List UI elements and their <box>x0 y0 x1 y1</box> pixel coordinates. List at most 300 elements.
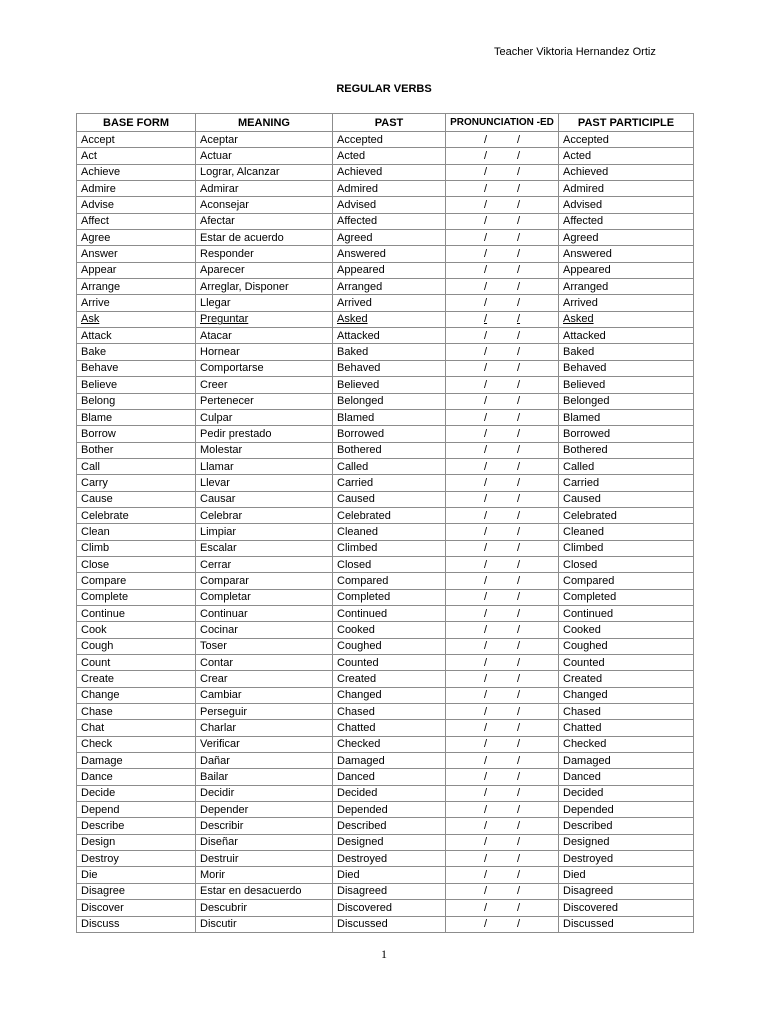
meaning-text: Describir <box>200 820 244 833</box>
base-form-cell <box>77 360 196 376</box>
base-form-cell <box>77 671 196 687</box>
base-form-cell <box>77 834 196 850</box>
pronunciation-cell <box>446 311 559 327</box>
pronunciation-slash-open: / <box>483 869 488 882</box>
table-row <box>77 638 694 654</box>
pronunciation-slash-close: / <box>516 460 521 473</box>
pronunciation-slash-open: / <box>483 885 488 898</box>
base-form-cell <box>77 769 196 785</box>
pronunciation-slash-open: / <box>483 362 488 375</box>
past-participle-text: Created <box>563 673 603 686</box>
meaning-text: Descubrir <box>200 901 248 914</box>
past-cell <box>333 802 446 818</box>
pronunciation-cell <box>446 622 559 638</box>
pronunciation-slash-open: / <box>483 346 488 359</box>
past-participle-text: Behaved <box>563 362 607 375</box>
table-row <box>77 360 694 376</box>
page-number: 1 <box>381 947 387 961</box>
table-row <box>77 736 694 752</box>
base-form-text: Damage <box>81 754 123 767</box>
past-participle-cell <box>559 785 694 801</box>
past-participle-text: Asked <box>563 313 594 326</box>
past-text: Destroyed <box>337 852 388 865</box>
past-participle-text: Answered <box>563 248 612 261</box>
meaning-cell <box>196 883 333 899</box>
pronunciation-cell <box>446 638 559 654</box>
table-row <box>77 883 694 899</box>
pronunciation-slash-close: / <box>516 607 521 620</box>
base-form-cell <box>77 164 196 180</box>
past-text: Chatted <box>337 722 376 735</box>
table-row <box>77 573 694 589</box>
past-cell <box>333 540 446 556</box>
past-participle-text: Accepted <box>563 133 609 146</box>
base-form-cell <box>77 655 196 671</box>
past-participle-text: Compared <box>563 574 615 587</box>
pronunciation-cell <box>446 213 559 229</box>
table-row <box>77 344 694 360</box>
past-text: Completed <box>337 591 391 604</box>
base-form-cell <box>77 311 196 327</box>
base-form-text: Chat <box>81 722 105 735</box>
pronunciation-slash-close: / <box>516 836 521 849</box>
past-participle-cell <box>559 916 694 932</box>
pronunciation-slash-open: / <box>483 215 488 228</box>
pronunciation-cell <box>446 671 559 687</box>
past-text: Checked <box>337 738 381 751</box>
past-participle-text: Discovered <box>563 901 619 914</box>
pronunciation-cell <box>446 262 559 278</box>
table-row <box>77 148 694 164</box>
past-participle-text: Completed <box>563 591 617 604</box>
pronunciation-cell <box>446 704 559 720</box>
base-form-cell <box>77 851 196 867</box>
pronunciation-slash-open: / <box>483 411 488 424</box>
base-form-cell <box>77 148 196 164</box>
base-form-cell <box>77 491 196 507</box>
base-form-cell <box>77 475 196 491</box>
past-text: Created <box>337 673 377 686</box>
past-cell <box>333 164 446 180</box>
past-cell <box>333 622 446 638</box>
base-form-cell <box>77 638 196 654</box>
past-participle-cell <box>559 458 694 474</box>
base-form-text: Destroy <box>81 852 119 865</box>
table-row <box>77 507 694 523</box>
pronunciation-slash-open: / <box>483 771 488 784</box>
pronunciation-slash-open: / <box>483 640 488 653</box>
table-row <box>77 605 694 621</box>
past-cell <box>333 883 446 899</box>
pronunciation-slash-close: / <box>516 640 521 653</box>
meaning-cell <box>196 818 333 834</box>
base-form-text: Achieve <box>81 166 121 179</box>
base-form-text: Accept <box>81 133 115 146</box>
past-text: Appeared <box>337 264 385 277</box>
pronunciation-slash-open: / <box>483 509 488 522</box>
base-form-text: Die <box>81 869 98 882</box>
meaning-text: Perseguir <box>200 705 248 718</box>
pronunciation-slash-open: / <box>483 493 488 506</box>
base-form-text: Answer <box>81 248 118 261</box>
base-form-text: Arrange <box>81 280 121 293</box>
meaning-text: Bailar <box>200 771 229 784</box>
past-text: Baked <box>337 346 369 359</box>
pronunciation-slash-open: / <box>483 820 488 833</box>
past-participle-cell <box>559 720 694 736</box>
base-form-text: Ask <box>81 313 100 326</box>
meaning-text: Escalar <box>200 542 237 555</box>
base-form-text: Change <box>81 689 120 702</box>
past-text: Attacked <box>337 329 380 342</box>
header-pronunciation: PRONUNCIATION -ED <box>446 114 559 132</box>
base-form-cell <box>77 409 196 425</box>
base-form-text: Belong <box>81 395 116 408</box>
header-past: PAST <box>333 114 446 132</box>
base-form-text: Discuss <box>81 918 120 931</box>
table-row <box>77 164 694 180</box>
pronunciation-slash-close: / <box>516 542 521 555</box>
table-row <box>77 687 694 703</box>
past-participle-cell <box>559 802 694 818</box>
past-participle-cell <box>559 393 694 409</box>
meaning-text: Dañar <box>200 754 230 767</box>
meaning-text: Diseñar <box>200 836 238 849</box>
meaning-text: Comportarse <box>200 362 264 375</box>
pronunciation-cell <box>446 900 559 916</box>
pronunciation-cell <box>446 802 559 818</box>
meaning-text: Causar <box>200 493 236 506</box>
meaning-text: Celebrar <box>200 509 243 522</box>
past-text: Designed <box>337 836 384 849</box>
teacher-name: Teacher Viktoria Hernandez Ortiz <box>494 46 656 58</box>
past-participle-text: Depended <box>563 803 614 816</box>
past-participle-text: Described <box>563 820 613 833</box>
past-participle-cell <box>559 426 694 442</box>
base-form-cell <box>77 687 196 703</box>
header-past-participle: PAST PARTICIPLE <box>559 114 694 132</box>
base-form-cell <box>77 916 196 932</box>
past-text: Answered <box>337 248 386 261</box>
past-text: Counted <box>337 656 379 669</box>
past-text: Caused <box>337 493 375 506</box>
meaning-text: Afectar <box>200 215 235 228</box>
past-cell <box>333 377 446 393</box>
past-participle-text: Blamed <box>563 411 601 424</box>
past-cell <box>333 393 446 409</box>
meaning-text: Morir <box>200 869 226 882</box>
pronunciation-slash-open: / <box>483 591 488 604</box>
past-cell <box>333 818 446 834</box>
pronunciation-slash-close: / <box>516 820 521 833</box>
meaning-cell <box>196 246 333 262</box>
base-form-cell <box>77 802 196 818</box>
pronunciation-slash-close: / <box>516 378 521 391</box>
base-form-cell <box>77 393 196 409</box>
past-participle-text: Caused <box>563 493 601 506</box>
regular-verbs-table <box>76 113 694 933</box>
past-text: Chased <box>337 705 375 718</box>
pronunciation-slash-close: / <box>516 509 521 522</box>
pronunciation-cell <box>446 589 559 605</box>
pronunciation-cell <box>446 785 559 801</box>
past-text: Asked <box>337 313 368 326</box>
past-cell <box>333 458 446 474</box>
meaning-text: Toser <box>200 640 227 653</box>
past-participle-cell <box>559 148 694 164</box>
meaning-cell <box>196 671 333 687</box>
base-form-cell <box>77 132 196 148</box>
past-participle-cell <box>559 409 694 425</box>
past-participle-text: Advised <box>563 199 603 212</box>
base-form-text: Bake <box>81 346 107 359</box>
meaning-cell <box>196 851 333 867</box>
pronunciation-cell <box>446 181 559 197</box>
meaning-text: Limpiar <box>200 525 237 538</box>
table-row <box>77 704 694 720</box>
meaning-cell <box>196 916 333 932</box>
pronunciation-cell <box>446 344 559 360</box>
pronunciation-cell <box>446 834 559 850</box>
pronunciation-slash-open: / <box>483 738 488 751</box>
meaning-text: Molestar <box>200 444 243 457</box>
base-form-text: Arrive <box>81 297 110 310</box>
pronunciation-slash-open: / <box>483 656 488 669</box>
base-form-text: Climb <box>81 542 110 555</box>
pronunciation-slash-close: / <box>516 231 521 244</box>
past-participle-text: Affected <box>563 215 604 228</box>
past-participle-cell <box>559 491 694 507</box>
header-meaning: MEANING <box>196 114 333 132</box>
pronunciation-slash-open: / <box>483 722 488 735</box>
past-participle-text: Admired <box>563 182 604 195</box>
past-cell <box>333 704 446 720</box>
past-participle-cell <box>559 573 694 589</box>
pronunciation-slash-close: / <box>516 297 521 310</box>
pronunciation-slash-open: / <box>483 313 488 326</box>
pronunciation-slash-close: / <box>516 852 521 865</box>
meaning-cell <box>196 181 333 197</box>
past-cell <box>333 246 446 262</box>
pronunciation-slash-open: / <box>483 199 488 212</box>
past-participle-cell <box>559 638 694 654</box>
past-participle-cell <box>559 213 694 229</box>
past-text: Borrowed <box>337 427 385 440</box>
pronunciation-slash-open: / <box>483 754 488 767</box>
table-row <box>77 867 694 883</box>
past-participle-text: Bothered <box>563 444 608 457</box>
meaning-text: Cerrar <box>200 558 232 571</box>
past-cell <box>333 295 446 311</box>
meaning-text: Hornear <box>200 346 240 359</box>
meaning-cell <box>196 785 333 801</box>
meaning-cell <box>196 344 333 360</box>
meaning-text: Contar <box>200 656 234 669</box>
pronunciation-slash-open: / <box>483 395 488 408</box>
meaning-cell <box>196 720 333 736</box>
table-row <box>77 197 694 213</box>
base-form-text: Count <box>81 656 111 669</box>
past-participle-text: Attacked <box>563 329 606 342</box>
meaning-cell <box>196 491 333 507</box>
pronunciation-slash-close: / <box>516 313 521 326</box>
meaning-text: Pedir prestado <box>200 427 272 440</box>
past-cell <box>333 475 446 491</box>
past-cell <box>333 181 446 197</box>
table-row <box>77 132 694 148</box>
pronunciation-slash-open: / <box>483 852 488 865</box>
header-row <box>77 114 694 132</box>
base-form-text: Depend <box>81 803 120 816</box>
meaning-text: Charlar <box>200 722 237 735</box>
pronunciation-cell <box>446 426 559 442</box>
pronunciation-slash-close: / <box>516 346 521 359</box>
meaning-cell <box>196 279 333 295</box>
base-form-cell <box>77 279 196 295</box>
pronunciation-cell <box>446 720 559 736</box>
past-text: Arrived <box>337 297 372 310</box>
meaning-text: Pertenecer <box>200 395 254 408</box>
table-row <box>77 409 694 425</box>
pronunciation-cell <box>446 507 559 523</box>
pronunciation-cell <box>446 132 559 148</box>
base-form-cell <box>77 524 196 540</box>
pronunciation-cell <box>446 556 559 572</box>
table-row <box>77 785 694 801</box>
pronunciation-slash-close: / <box>516 182 521 195</box>
past-participle-text: Checked <box>563 738 607 751</box>
table-row <box>77 458 694 474</box>
past-cell <box>333 311 446 327</box>
pronunciation-slash-open: / <box>483 231 488 244</box>
pronunciation-slash-open: / <box>483 901 488 914</box>
past-participle-text: Carried <box>563 476 600 489</box>
meaning-text: Arreglar, Disponer <box>200 280 289 293</box>
past-cell <box>333 900 446 916</box>
pronunciation-cell <box>446 655 559 671</box>
past-text: Closed <box>337 558 372 571</box>
past-cell <box>333 148 446 164</box>
past-cell <box>333 867 446 883</box>
past-participle-cell <box>559 295 694 311</box>
meaning-cell <box>196 834 333 850</box>
meaning-cell <box>196 573 333 589</box>
meaning-cell <box>196 409 333 425</box>
past-participle-cell <box>559 442 694 458</box>
past-participle-text: Achieved <box>563 166 609 179</box>
past-cell <box>333 769 446 785</box>
past-participle-text: Chased <box>563 705 601 718</box>
base-form-cell <box>77 589 196 605</box>
past-participle-cell <box>559 556 694 572</box>
meaning-text: Estar en desacuerdo <box>200 885 302 898</box>
base-form-cell <box>77 458 196 474</box>
past-participle-text: Counted <box>563 656 605 669</box>
pronunciation-slash-close: / <box>516 133 521 146</box>
past-participle-text: Celebrated <box>563 509 617 522</box>
meaning-cell <box>196 164 333 180</box>
table-body <box>77 132 694 933</box>
table-row <box>77 589 694 605</box>
meaning-text: Actuar <box>200 150 232 163</box>
pronunciation-slash-close: / <box>516 150 521 163</box>
base-form-cell <box>77 573 196 589</box>
past-participle-cell <box>559 246 694 262</box>
base-form-text: Describe <box>81 820 125 833</box>
base-form-text: Create <box>81 673 115 686</box>
base-form-text: Bother <box>81 444 114 457</box>
pronunciation-slash-close: / <box>516 738 521 751</box>
meaning-text: Cocinar <box>200 623 238 636</box>
pronunciation-slash-close: / <box>516 264 521 277</box>
pronunciation-cell <box>446 916 559 932</box>
pronunciation-slash-open: / <box>483 329 488 342</box>
past-text: Bothered <box>337 444 382 457</box>
meaning-cell <box>196 262 333 278</box>
table-row <box>77 279 694 295</box>
pronunciation-slash-close: / <box>516 689 521 702</box>
meaning-cell <box>196 311 333 327</box>
meaning-text: Destruir <box>200 852 239 865</box>
past-text: Agreed <box>337 231 373 244</box>
pronunciation-cell <box>446 328 559 344</box>
past-participle-cell <box>559 181 694 197</box>
meaning-text: Responder <box>200 248 254 261</box>
pronunciation-cell <box>446 540 559 556</box>
table-row <box>77 769 694 785</box>
past-participle-text: Designed <box>563 836 610 849</box>
meaning-text: Aconsejar <box>200 199 249 212</box>
base-form-cell <box>77 426 196 442</box>
past-text: Admired <box>337 182 378 195</box>
pronunciation-cell <box>446 883 559 899</box>
base-form-cell <box>77 197 196 213</box>
past-cell <box>333 328 446 344</box>
meaning-cell <box>196 328 333 344</box>
meaning-text: Llegar <box>200 297 231 310</box>
pronunciation-slash-close: / <box>516 803 521 816</box>
meaning-cell <box>196 213 333 229</box>
pronunciation-cell <box>446 687 559 703</box>
base-form-cell <box>77 818 196 834</box>
past-cell <box>333 262 446 278</box>
pronunciation-cell <box>446 605 559 621</box>
pronunciation-slash-close: / <box>516 248 521 261</box>
past-text: Depended <box>337 803 388 816</box>
past-participle-text: Chatted <box>563 722 602 735</box>
base-form-text: Disagree <box>81 885 126 898</box>
past-text: Called <box>337 460 369 473</box>
past-text: Blamed <box>337 411 375 424</box>
pronunciation-slash-close: / <box>516 771 521 784</box>
past-participle-cell <box>559 360 694 376</box>
meaning-cell <box>196 295 333 311</box>
pronunciation-slash-close: / <box>516 623 521 636</box>
past-cell <box>333 916 446 932</box>
past-text: Believed <box>337 378 380 391</box>
pronunciation-slash-close: / <box>516 591 521 604</box>
past-participle-text: Acted <box>563 150 592 163</box>
base-form-text: Cause <box>81 493 113 506</box>
pronunciation-cell <box>446 475 559 491</box>
pronunciation-cell <box>446 769 559 785</box>
past-cell <box>333 605 446 621</box>
past-participle-cell <box>559 344 694 360</box>
past-participle-cell <box>559 622 694 638</box>
base-form-text: Discover <box>81 901 124 914</box>
meaning-cell <box>196 377 333 393</box>
meaning-cell <box>196 900 333 916</box>
